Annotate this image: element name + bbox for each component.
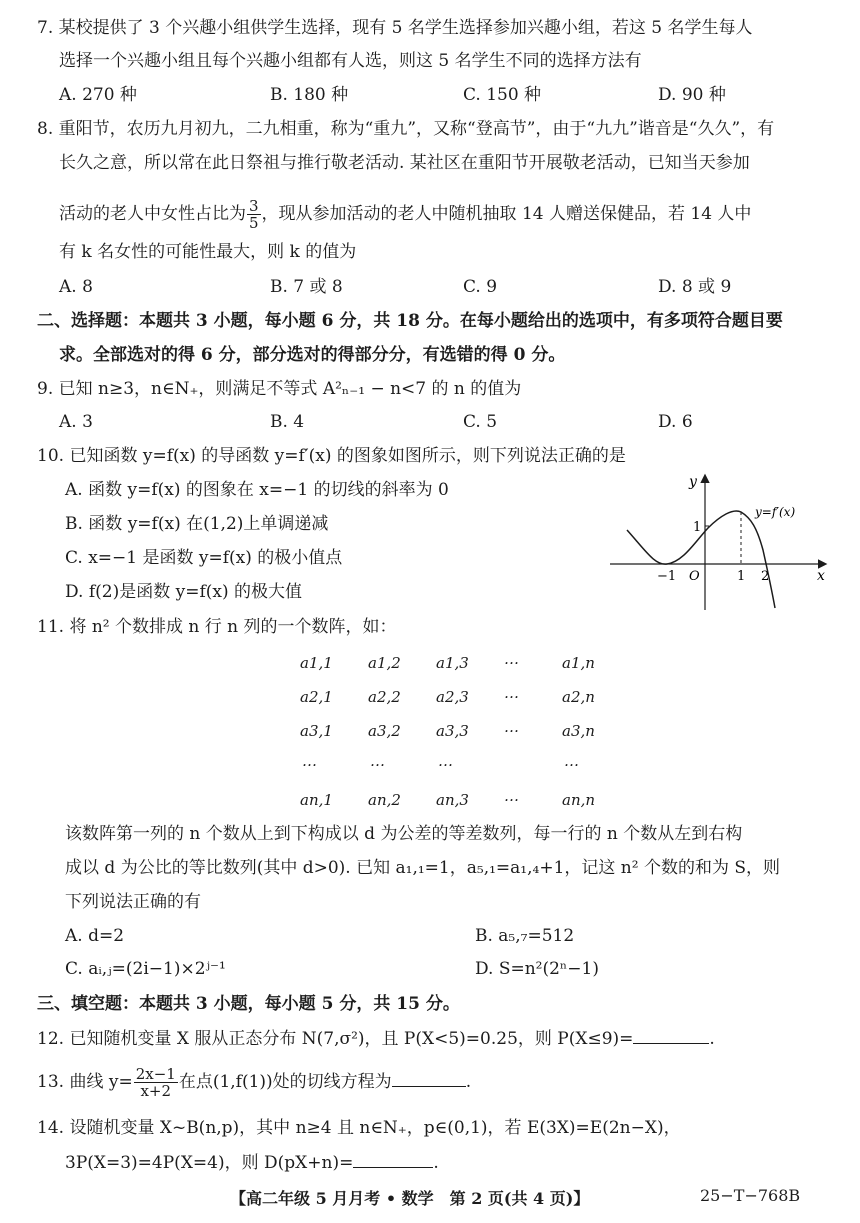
q14-line1: 14. 设随机变量 X~B(n,p)，其中 n≥4 且 n∈N₊，p∈(0,1)，若 E(3X)=E(2n−X)， [37, 1118, 681, 1138]
matrix-cell: a2,1 [300, 688, 333, 706]
q11-option-b: B. a₅,₇=512 [475, 926, 575, 946]
q14-stem: 3P(X=3)=4P(X=4)，则 D(pX+n)= [65, 1153, 354, 1173]
matrix-cell: a3,3 [436, 722, 469, 740]
matrix-cell: … [504, 650, 519, 668]
matrix-cell: a1,1 [300, 654, 333, 672]
matrix-cell: a3,n [562, 722, 595, 740]
q10-option-d: D. f(2)是函数 y=f(x) 的极大值 [65, 582, 303, 602]
matrix-cell: … [438, 752, 453, 770]
graph-x-label: x [817, 568, 825, 584]
q10-option-a: A. 函数 y=f(x) 的图象在 x=−1 的切线的斜率为 0 [65, 480, 449, 500]
q11-desc3: 下列说法正确的有 [65, 892, 201, 912]
graph-y-label: y [689, 474, 697, 490]
page-footer-title: 【高二年级 5 月月考 • 数学 第 2 页(共 4 页)】 [230, 1189, 590, 1208]
q9-option-b: B. 4 [270, 412, 305, 432]
section2-heading-line1: 二、选择题：本题共 3 小题，每小题 6 分，共 18 分。在每小题给出的选项中，有多项符合题目要 [37, 311, 783, 331]
q13-fraction [134, 1066, 178, 1099]
q8-option-c: C. 9 [463, 277, 498, 297]
q7-option-c: C. 150 种 [463, 85, 542, 105]
matrix-cell: a1,3 [436, 654, 469, 672]
q10-derivative-graph [605, 470, 835, 615]
q8-line2: 长久之意，所以常在此日祭祖与推行敬老活动. 某社区在重阳节开展敬老活动，已知当天参加 [59, 153, 750, 173]
page-footer-code: 25−T−768B [700, 1186, 801, 1205]
q13-line [37, 1062, 471, 1102]
matrix-cell: a3,2 [368, 722, 401, 740]
q13-end: . [465, 1072, 472, 1092]
q13-answer-blank[interactable] [392, 1070, 466, 1087]
q8-option-d: D. 8 或 9 [658, 277, 732, 297]
matrix-cell: a3,1 [300, 722, 333, 740]
q8-line3 [59, 194, 751, 234]
q13-frac-den: x+2 [140, 1082, 172, 1100]
q10-option-b: B. 函数 y=f(x) 在(1,2)上单调递减 [65, 514, 329, 534]
matrix-cell: … [504, 684, 519, 702]
q8-line3-a: 活动的老人中女性占比为 [59, 204, 246, 224]
section3-heading: 三、填空题：本题共 3 小题，每小题 5 分，共 15 分。 [37, 994, 460, 1014]
matrix-cell: … [504, 718, 519, 736]
q9-option-c: C. 5 [463, 412, 498, 432]
q8-fraction [247, 198, 261, 231]
q8-line4: 有 k 名女性的可能性最大，则 k 的值为 [59, 242, 357, 262]
q14-end: . [433, 1153, 439, 1173]
matrix-cell: a2,n [562, 688, 595, 706]
q14-line2 [65, 1151, 439, 1174]
q11-desc1: 该数阵第一列的 n 个数从上到下构成以 d 为公差的等差数列，每一行的 n 个数从左到右构 [65, 824, 743, 844]
section2-heading-line2: 求。全部选对的得 6 分，部分选对的得部分分，有选错的得 0 分。 [59, 345, 566, 365]
q7-option-b: B. 180 种 [270, 85, 349, 105]
q12-end: . [709, 1029, 715, 1049]
q9-stem: 9. 已知 n≥3，n∈N₊，则满足不等式 A²ₙ₋₁ − n<7 的 n 的值为 [37, 379, 522, 399]
matrix-cell: an,n [562, 791, 596, 809]
matrix-cell: an,1 [300, 791, 333, 809]
q9-option-d: D. 6 [658, 412, 693, 432]
q7-option-d: D. 90 种 [658, 85, 726, 105]
q11-option-d: D. S=n²(2ⁿ−1) [475, 959, 599, 979]
matrix-cell: … [302, 752, 317, 770]
q10-option-c: C. x=−1 是函数 y=f(x) 的极小值点 [65, 548, 343, 568]
matrix-cell: an,3 [436, 791, 469, 809]
q9-option-a: A. 3 [59, 412, 93, 432]
q11-stem: 11. 将 n² 个数排成 n 行 n 列的一个数阵，如： [37, 617, 397, 637]
q12-stem: 12. 已知随机变量 X 服从正态分布 N(7,σ²)，且 P(X<5)=0.25，则 P(X≤9)= [37, 1029, 634, 1049]
graph-tick-2: 2 [761, 569, 770, 584]
q10-stem: 10. 已知函数 y=f(x) 的导函数 y=f′(x) 的图象如图所示，则下列说法正确的是 [37, 446, 626, 466]
matrix-cell: … [370, 752, 385, 770]
graph-curve-label: y=f′(x) [755, 505, 796, 519]
matrix-cell: an,2 [368, 791, 401, 809]
q11-desc2: 成以 d 为公比的等比数列(其中 d>0). 已知 a₁,₁=1，a₅,₁=a₁,₄+1，记这 n² 个数的和为 S，则 [65, 858, 781, 878]
q13-suffix: 在点(1,f(1))处的切线方程为 [178, 1072, 392, 1092]
q8-frac-den: 5 [249, 214, 259, 232]
q13-frac-num: 2x−1 [135, 1065, 176, 1083]
q12-answer-blank[interactable] [633, 1027, 709, 1044]
q12-line [37, 1027, 715, 1050]
q8-frac-num: 3 [249, 197, 259, 215]
matrix-cell: a2,2 [368, 688, 401, 706]
graph-tick-y1: 1 [693, 520, 702, 535]
q8-option-a: A. 8 [59, 277, 93, 297]
matrix-cell: a1,n [562, 654, 595, 672]
q7-line2: 选择一个兴趣小组且每个兴趣小组都有人选，则这 5 名学生不同的选择方法有 [59, 51, 642, 71]
q8-line1: 8. 重阳节，农历九月初九，二九相重，称为“重九”，又称“登高节”，由于“九九”谐音是“久久”，有 [37, 119, 775, 139]
matrix-cell: a2,3 [436, 688, 469, 706]
graph-tick-neg1: −1 [657, 569, 677, 584]
graph-origin-label: O [689, 569, 700, 584]
q11-option-c: C. aᵢ,ⱼ=(2i−1)×2ʲ⁻¹ [65, 959, 226, 979]
q8-line3-b: ，现从参加活动的老人中随机抽取 14 人赠送保健品，若 14 人中 [261, 204, 752, 224]
matrix-cell: a1,2 [368, 654, 401, 672]
matrix-cell: … [504, 787, 519, 805]
q7-option-a: A. 270 种 [59, 85, 137, 105]
q7-line1: 7. 某校提供了 3 个兴趣小组供学生选择，现有 5 名学生选择参加兴趣小组，若这 5 名学生每人 [37, 18, 753, 38]
matrix-cell: … [564, 752, 579, 770]
q11-option-a: A. d=2 [65, 926, 125, 946]
graph-tick-1: 1 [737, 569, 746, 584]
q13-prefix: 13. 曲线 y= [37, 1072, 133, 1092]
q14-answer-blank[interactable] [353, 1151, 433, 1168]
q8-option-b: B. 7 或 8 [270, 277, 343, 297]
